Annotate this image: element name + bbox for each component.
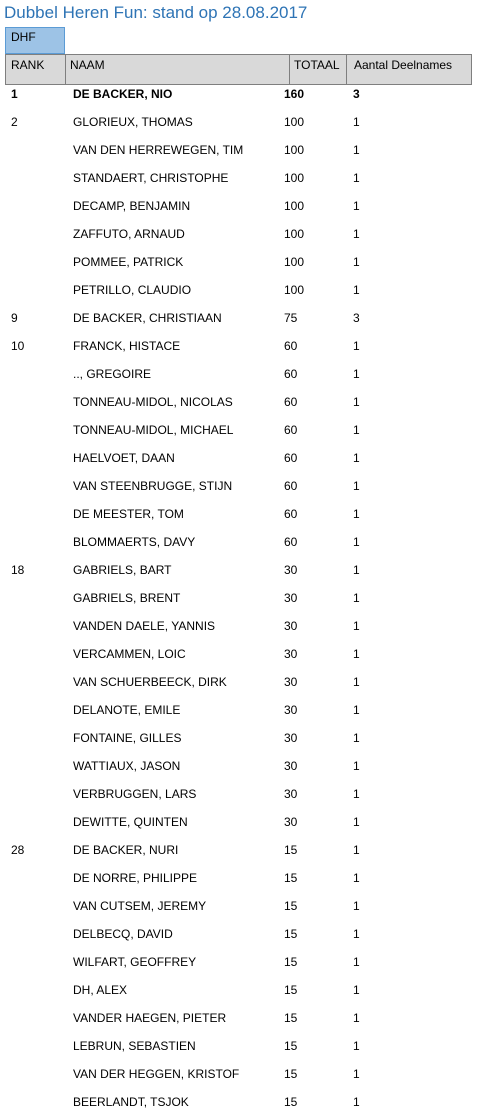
total-cell: 15 bbox=[284, 927, 298, 941]
name-cell: DE BACKER, CHRISTIAAN bbox=[73, 311, 222, 325]
table-row bbox=[0, 388, 481, 416]
count-cell: 1 bbox=[353, 815, 360, 829]
table-row bbox=[0, 80, 481, 108]
total-cell: 60 bbox=[284, 535, 298, 549]
count-cell: 1 bbox=[353, 283, 360, 297]
count-cell: 1 bbox=[353, 675, 360, 689]
table-row bbox=[0, 808, 481, 836]
name-cell: VERBRUGGEN, LARS bbox=[73, 787, 197, 801]
rank-cell: 1 bbox=[11, 87, 18, 101]
table-row bbox=[0, 1032, 481, 1060]
count-cell: 1 bbox=[353, 1011, 360, 1025]
category-tag: DHF bbox=[5, 27, 65, 54]
count-cell: 1 bbox=[353, 787, 360, 801]
name-cell: VAN STEENBRUGGE, STIJN bbox=[73, 479, 233, 493]
count-cell: 1 bbox=[353, 759, 360, 773]
table-row bbox=[0, 1004, 481, 1032]
table-row bbox=[0, 332, 481, 360]
name-cell: TONNEAU-MIDOL, NICOLAS bbox=[73, 395, 233, 409]
name-cell: ZAFFUTO, ARNAUD bbox=[73, 227, 185, 241]
rank-cell: 28 bbox=[11, 843, 25, 857]
table-row bbox=[0, 752, 481, 780]
total-cell: 30 bbox=[284, 731, 298, 745]
name-cell: VAN CUTSEM, JEREMY bbox=[73, 899, 207, 913]
table-row bbox=[0, 136, 481, 164]
table-row bbox=[0, 164, 481, 192]
total-cell: 15 bbox=[284, 955, 298, 969]
table-row bbox=[0, 360, 481, 388]
table-row bbox=[0, 864, 481, 892]
name-cell: VANDER HAEGEN, PIETER bbox=[73, 1011, 227, 1025]
count-cell: 1 bbox=[353, 703, 360, 717]
count-cell: 1 bbox=[353, 591, 360, 605]
table-row bbox=[0, 948, 481, 976]
table-row bbox=[0, 892, 481, 920]
count-cell: 1 bbox=[353, 339, 360, 353]
count-cell: 3 bbox=[353, 311, 360, 325]
total-cell: 100 bbox=[284, 171, 305, 185]
total-cell: 30 bbox=[284, 563, 298, 577]
total-cell: 30 bbox=[284, 787, 298, 801]
name-cell: LEBRUN, SEBASTIEN bbox=[73, 1039, 196, 1053]
total-cell: 60 bbox=[284, 451, 298, 465]
count-cell: 1 bbox=[353, 955, 360, 969]
table-row bbox=[0, 612, 481, 640]
count-cell: 1 bbox=[353, 647, 360, 661]
count-cell: 1 bbox=[353, 479, 360, 493]
table-row bbox=[0, 920, 481, 948]
count-cell: 1 bbox=[353, 367, 360, 381]
name-cell: DEWITTE, QUINTEN bbox=[73, 815, 188, 829]
count-cell: 1 bbox=[353, 423, 360, 437]
total-cell: 100 bbox=[284, 227, 305, 241]
total-cell: 30 bbox=[284, 759, 298, 773]
name-cell: .., GREGOIRE bbox=[73, 367, 152, 381]
name-cell: VERCAMMEN, LOIC bbox=[73, 647, 186, 661]
table-row bbox=[0, 836, 481, 864]
count-cell: 1 bbox=[353, 1095, 360, 1109]
count-cell: 1 bbox=[353, 451, 360, 465]
name-cell: GLORIEUX, THOMAS bbox=[73, 115, 193, 129]
total-cell: 60 bbox=[284, 507, 298, 521]
rank-cell: 10 bbox=[11, 339, 25, 353]
total-cell: 60 bbox=[284, 367, 298, 381]
total-cell: 100 bbox=[284, 255, 305, 269]
total-cell: 60 bbox=[284, 423, 298, 437]
table-row bbox=[0, 976, 481, 1004]
total-cell: 15 bbox=[284, 1067, 298, 1081]
table-row bbox=[0, 220, 481, 248]
count-cell: 1 bbox=[353, 143, 360, 157]
total-cell: 30 bbox=[284, 647, 298, 661]
table-row bbox=[0, 248, 481, 276]
table-row bbox=[0, 472, 481, 500]
table-row bbox=[0, 696, 481, 724]
total-cell: 15 bbox=[284, 983, 298, 997]
total-cell: 15 bbox=[284, 871, 298, 885]
rank-cell: 9 bbox=[11, 311, 18, 325]
name-cell: TONNEAU-MIDOL, MICHAEL bbox=[73, 423, 234, 437]
count-cell: 1 bbox=[353, 227, 360, 241]
column-header-name: NAAM bbox=[70, 58, 105, 72]
total-cell: 15 bbox=[284, 899, 298, 913]
total-cell: 30 bbox=[284, 703, 298, 717]
count-cell: 3 bbox=[353, 87, 360, 101]
name-cell: VAN DER HEGGEN, KRISTOF bbox=[73, 1067, 240, 1081]
name-cell: GABRIELS, BRENT bbox=[73, 591, 181, 605]
table-row bbox=[0, 304, 481, 332]
name-cell: POMMEE, PATRICK bbox=[73, 255, 184, 269]
name-cell: DH, ALEX bbox=[73, 983, 128, 997]
count-cell: 1 bbox=[353, 843, 360, 857]
total-cell: 100 bbox=[284, 199, 305, 213]
count-cell: 1 bbox=[353, 899, 360, 913]
name-cell: WILFART, GEOFFREY bbox=[73, 955, 197, 969]
total-cell: 15 bbox=[284, 1039, 298, 1053]
total-cell: 160 bbox=[284, 87, 305, 101]
count-cell: 1 bbox=[353, 871, 360, 885]
total-cell: 60 bbox=[284, 339, 298, 353]
name-cell: BLOMMAERTS, DAVY bbox=[73, 535, 196, 549]
total-cell: 60 bbox=[284, 479, 298, 493]
count-cell: 1 bbox=[353, 535, 360, 549]
page-title: Dubbel Heren Fun: stand op 28.08.2017 bbox=[4, 3, 308, 22]
column-header-total: TOTAAL bbox=[294, 58, 340, 72]
count-cell: 1 bbox=[353, 927, 360, 941]
count-cell: 1 bbox=[353, 199, 360, 213]
count-cell: 1 bbox=[353, 731, 360, 745]
table-row bbox=[0, 528, 481, 556]
name-cell: VAN SCHUERBEECK, DIRK bbox=[73, 675, 227, 689]
total-cell: 15 bbox=[284, 1011, 298, 1025]
column-header-count: Aantal Deelnames bbox=[354, 58, 453, 72]
count-cell: 1 bbox=[353, 1039, 360, 1053]
name-cell: WATTIAUX, JASON bbox=[73, 759, 181, 773]
table-row bbox=[0, 724, 481, 752]
total-cell: 30 bbox=[284, 591, 298, 605]
count-cell: 1 bbox=[353, 115, 360, 129]
total-cell: 15 bbox=[284, 843, 298, 857]
name-cell: HAELVOET, DAAN bbox=[73, 451, 175, 465]
name-cell: GABRIELS, BART bbox=[73, 563, 172, 577]
table-row bbox=[0, 640, 481, 668]
table-row bbox=[0, 444, 481, 472]
name-cell: FONTAINE, GILLES bbox=[73, 731, 182, 745]
total-cell: 60 bbox=[284, 395, 298, 409]
name-cell: VANDEN DAELE, YANNIS bbox=[73, 619, 216, 633]
name-cell: DELANOTE, EMILE bbox=[73, 703, 181, 717]
count-cell: 1 bbox=[353, 619, 360, 633]
count-cell: 1 bbox=[353, 563, 360, 577]
ranking-table-body bbox=[0, 80, 481, 1116]
name-cell: DE NORRE, PHILIPPE bbox=[73, 871, 198, 885]
count-cell: 1 bbox=[353, 507, 360, 521]
total-cell: 15 bbox=[284, 1095, 298, 1109]
table-row bbox=[0, 780, 481, 808]
name-cell: PETRILLO, CLAUDIO bbox=[73, 283, 192, 297]
total-cell: 75 bbox=[284, 311, 298, 325]
rank-cell: 18 bbox=[11, 563, 25, 577]
table-row bbox=[0, 108, 481, 136]
count-cell: 1 bbox=[353, 255, 360, 269]
name-cell: DE BACKER, NURI bbox=[73, 843, 179, 857]
total-cell: 100 bbox=[284, 283, 305, 297]
table-row bbox=[0, 276, 481, 304]
total-cell: 30 bbox=[284, 675, 298, 689]
total-cell: 100 bbox=[284, 115, 305, 129]
name-cell: DECAMP, BENJAMIN bbox=[73, 199, 191, 213]
table-row bbox=[0, 416, 481, 444]
table-row bbox=[0, 192, 481, 220]
table-row bbox=[0, 1060, 481, 1088]
name-cell: STANDAERT, CHRISTOPHE bbox=[73, 171, 229, 185]
count-cell: 1 bbox=[353, 395, 360, 409]
total-cell: 30 bbox=[284, 619, 298, 633]
table-row bbox=[0, 556, 481, 584]
total-cell: 30 bbox=[284, 815, 298, 829]
count-cell: 1 bbox=[353, 171, 360, 185]
total-cell: 100 bbox=[284, 143, 305, 157]
name-cell: FRANCK, HISTACE bbox=[73, 339, 181, 353]
count-cell: 1 bbox=[353, 983, 360, 997]
rank-cell: 2 bbox=[11, 115, 18, 129]
count-cell: 1 bbox=[353, 1067, 360, 1081]
table-row bbox=[0, 668, 481, 696]
name-cell: DE BACKER, NIO bbox=[73, 87, 173, 101]
column-header-rank: RANK bbox=[11, 58, 45, 72]
table-row bbox=[0, 500, 481, 528]
name-cell: DELBECQ, DAVID bbox=[73, 927, 173, 941]
name-cell: VAN DEN HERREWEGEN, TIM bbox=[73, 143, 244, 157]
table-row bbox=[0, 584, 481, 612]
name-cell: BEERLANDT, TSJOK bbox=[73, 1095, 189, 1109]
name-cell: DE MEESTER, TOM bbox=[73, 507, 184, 521]
